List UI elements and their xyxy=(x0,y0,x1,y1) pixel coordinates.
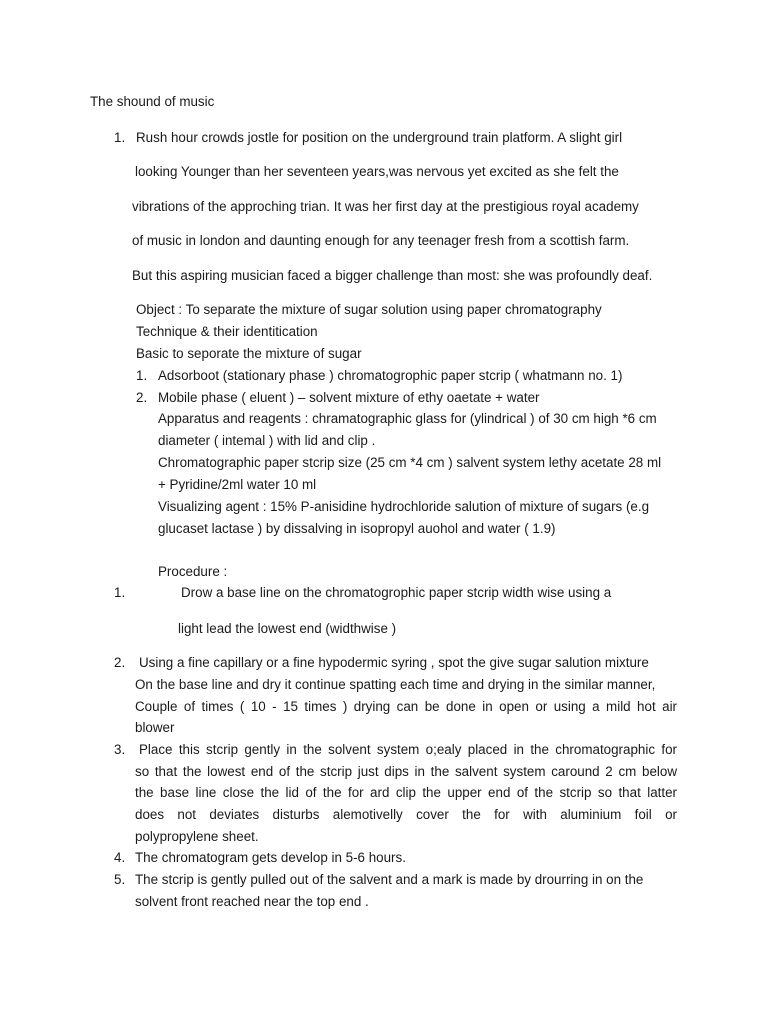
list-number: 4. xyxy=(114,850,126,865)
apparatus-line: Apparatus and reagents : chramatographic glass for (ylindrical ) of 30 cm high *6 cm xyxy=(158,411,657,426)
paragraph-line: But this aspiring musician faced a bigger challenge than most: she was profoundly deaf. xyxy=(132,268,653,283)
list-number: 1. xyxy=(114,585,126,600)
paragraph-line: looking Younger than her seventeen years,was nervous yet excited as she felt the xyxy=(135,164,619,179)
procedure-label: Procedure : xyxy=(158,564,228,579)
list-number: 1. xyxy=(136,368,148,383)
procedure-line: so that the lowest end of the stcrip just dips in the salvent system caround 2 cm below xyxy=(135,764,677,779)
procedure-line: The stcrip is gently pulled out of the salvent and a mark is made by drourring in on the xyxy=(135,872,644,887)
paragraph-line: of music in london and daunting enough for any teenager fresh from a scottish farm. xyxy=(132,233,630,248)
procedure-line: light lead the lowest end (widthwise ) xyxy=(178,621,397,636)
apparatus-line: diameter ( intemal ) with lid and clip . xyxy=(158,433,376,448)
list-item: Adsorboot (stationary phase ) chromatogrophic paper stcrip ( whatmann no. 1) xyxy=(158,368,623,383)
procedure-line: does not deviates disturbs alemotivelly cover the for with aluminium foil or xyxy=(135,807,677,822)
procedure-line: The chromatogram gets develop in 5-6 hours. xyxy=(135,850,406,865)
procedure-line: Drow a base line on the chromatogrophic paper stcrip width wise using a xyxy=(181,585,612,600)
procedure-line: polypropylene sheet. xyxy=(135,829,259,844)
list-number: 5. xyxy=(114,872,126,887)
object-line: Technique & their identitication xyxy=(136,324,318,339)
procedure-line: Couple of times ( 10 - 15 times ) drying can be done in open or using a mild hot air xyxy=(135,699,677,714)
doc-title: The shound of music xyxy=(90,94,215,109)
list-number: 3. xyxy=(114,742,126,757)
procedure-line: Place this stcrip gently in the solvent system o;ealy placed in the chromatographic for xyxy=(139,742,677,757)
paragraph-line: vibrations of the approching trian. It was her first day at the prestigious royal academy xyxy=(132,199,639,214)
procedure-line: Using a fine capillary or a fine hypodermic syring , spot the give sugar salution mixture xyxy=(139,655,649,670)
procedure-line: blower xyxy=(135,720,175,735)
apparatus-line: + Pyridine/2ml water 10 ml xyxy=(158,477,317,492)
apparatus-line: Chromatographic paper stcrip size (25 cm *4 cm ) salvent system lethy acetate 28 ml xyxy=(158,455,662,470)
procedure-line: On the base line and dry it continue spatting each time and drying in the similar manner, xyxy=(135,677,656,692)
list-item: Mobile phase ( eluent ) – solvent mixture of ethy oaetate + water xyxy=(158,390,540,405)
apparatus-line: glucaset lactase ) by dissalving in isopropyl auohol and water ( 1.9) xyxy=(158,521,556,536)
list-number: 2. xyxy=(136,390,148,405)
object-line: Basic to seporate the mixture of sugar xyxy=(136,346,362,361)
procedure-line: the base line close the lid of the for ard clip the upper end of the stcrip so that latter xyxy=(135,785,677,800)
list-number: 1. xyxy=(114,130,126,145)
object-line: Object : To separate the mixture of sugar solution using paper chromatography xyxy=(136,302,602,317)
paragraph-line: Rush hour crowds jostle for position on the underground train platform. A slight girl xyxy=(136,130,623,145)
list-number: 2. xyxy=(114,655,126,670)
apparatus-line: Visualizing agent : 15% P-anisidine hydrochloride salution of mixture of sugars (e.g xyxy=(158,499,650,514)
procedure-line: solvent front reached near the top end . xyxy=(135,894,369,909)
